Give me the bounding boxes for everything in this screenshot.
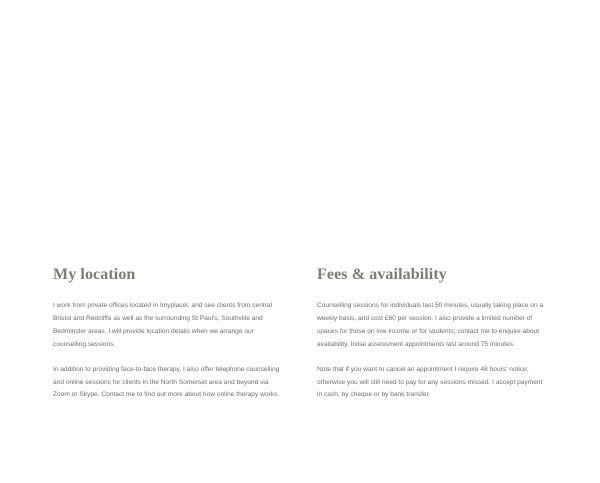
location-heading: My location — [53, 266, 136, 283]
location-paragraph-1: I work from private offices located in Imyplacel, and see clients from central Bristol and Redcliffe as well as the surrounding St Paul's, Southville and Bedminster areas. I will provide location details when we arrange our counselling sessions. — [53, 302, 273, 348]
location-paragraph-2: In addition to providing face-to-face therapy, I also offer telephone counselling and online sessions for clients in the North Somerset area and beyond via Zoom or Skype. Contact me to find out more about how online therapy works. — [53, 365, 280, 399]
fees-section — [317, 265, 549, 414]
location-section — [53, 265, 285, 414]
fees-paragraph-2: Note that if you want to cancel an appointment I require 48 hours' notice; otherwise you will still need to pay for any sessions missed. I accept payment in cash, by cheque or by bank transfer. — [317, 365, 543, 399]
fees-heading: Fees & availability — [317, 266, 447, 283]
fees-paragraph-1: Counselling sessions for individuals last 50 minutes, usually taking place on a weekly basis, and cost £60 per session. I also provide a limited number of spaces for those on low-income or for students; contact me to enquire about availability. Initial assessment appointments last around 75 minutes. — [317, 302, 544, 348]
